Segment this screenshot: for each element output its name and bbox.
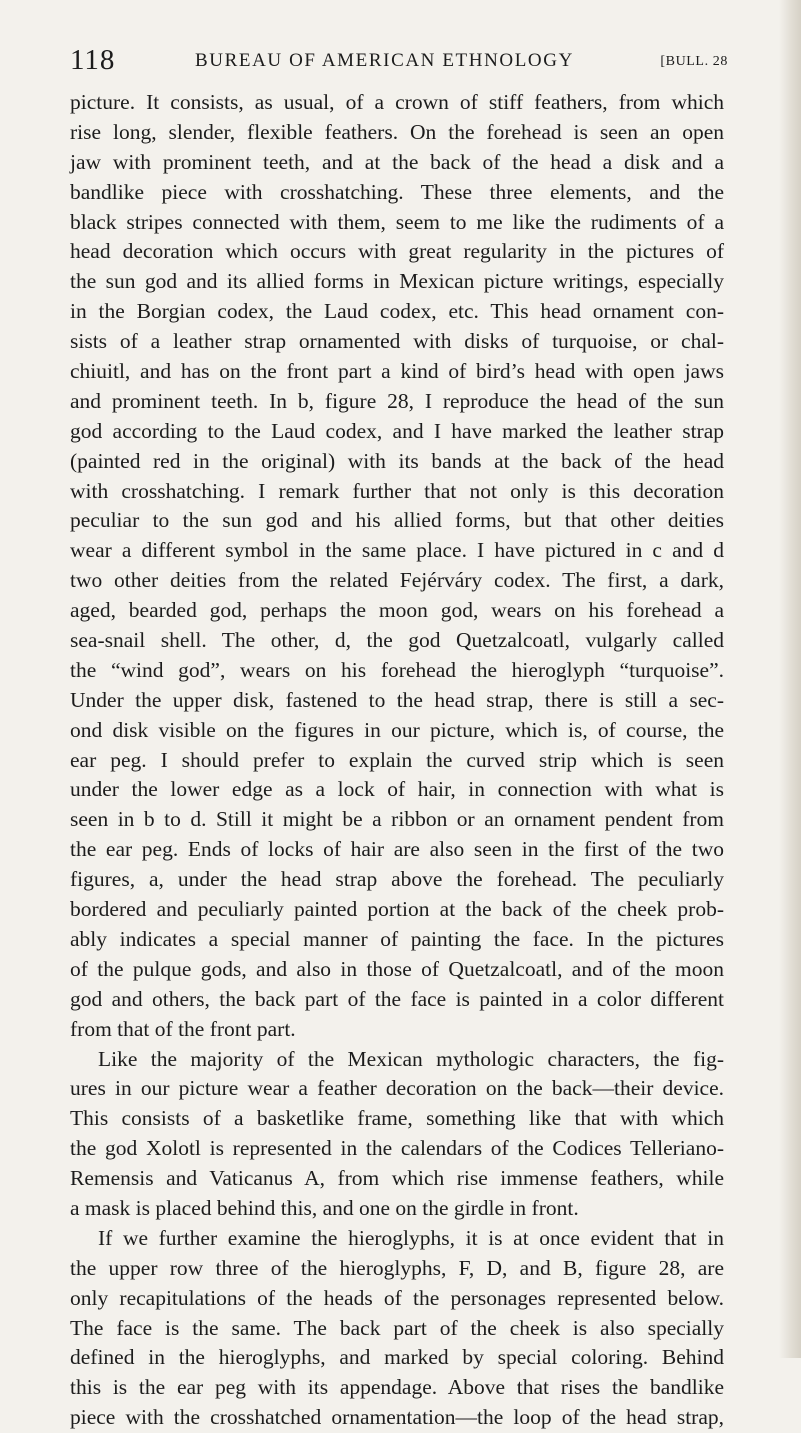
text-line: chiuitl, and has on the front part a kind of bird’s head with open jaws (70, 359, 724, 384)
text-line: black stripes connected with them, seem to me like the rudiments of a (70, 209, 724, 234)
text-line: god and others, the back part of the face is painted in a color different (70, 986, 724, 1011)
text-line: ear peg. I should prefer to explain the curved strip which is seen (70, 747, 724, 772)
text-line: Under the upper disk, fastened to the head strap, there is still a sec- (70, 687, 724, 712)
text-line: figures, a, under the head strap above the forehead. The peculiarly (70, 867, 724, 892)
text-line: under the lower edge as a lock of hair, in connection with what is (70, 777, 724, 802)
text-line: and prominent teeth. In b, figure 28, I reproduce the head of the sun (70, 388, 724, 413)
body-text (70, 88, 724, 1433)
text-line: ures in our picture wear a feather decoration on the back—their device. (70, 1076, 724, 1101)
text-line: If we further examine the hieroglyphs, it is at once evident that in (98, 1225, 724, 1250)
text-line: sists of a leather strap ornamented with disks of turquoise, or chal- (70, 329, 724, 354)
text-line: only recapitulations of the heads of the personages represented below. (70, 1285, 724, 1310)
text-line: two other deities from the related Fejérváry codex. The first, a dark, (70, 568, 724, 593)
text-line: of the pulque gods, and also in those of Quetzalcoatl, and of the moon (70, 956, 724, 981)
text-line: with crosshatching. I remark further that not only is this decoration (70, 478, 724, 503)
text-line: Remensis and Vaticanus A, from which rise immense feathers, while (70, 1166, 724, 1191)
page-header (70, 44, 728, 78)
text-line: aged, bearded god, perhaps the moon god, wears on his forehead a (70, 598, 724, 623)
text-line: bandlike piece with crosshatching. These three elements, and the (70, 179, 724, 204)
text-line: the god Xolotl is represented in the calendars of the Codices Telleriano- (70, 1136, 724, 1161)
text-line: god according to the Laud codex, and I have marked the leather strap (70, 418, 724, 443)
text-line: bordered and peculiarly painted portion at the back of the cheek prob- (70, 897, 724, 922)
text-line: defined in the hieroglyphs, and marked by special coloring. Behind (70, 1345, 724, 1370)
text-line: wear a different symbol in the same place. I have pictured in c and d (70, 538, 724, 563)
page-edge-shadow (779, 0, 801, 1358)
text-line: piece with the crosshatched ornamentation—the loop of the head strap, (70, 1405, 724, 1430)
text-line: rise long, slender, flexible feathers. On the forehead is seen an open (70, 119, 724, 144)
bulletin-number: [BULL. 28 (660, 54, 728, 69)
text-line: in the Borgian codex, the Laud codex, etc. This head ornament con- (70, 299, 724, 324)
text-line: jaw with prominent teeth, and at the back of the head a disk and a (70, 149, 724, 174)
page-number: 118 (70, 44, 116, 76)
running-head: BUREAU OF AMERICAN ETHNOLOGY (195, 50, 574, 71)
text-line: seen in b to d. Still it might be a ribbon or an ornament pendent from (70, 807, 724, 832)
text-line: a mask is placed behind this, and one on the girdle in front. (70, 1195, 579, 1220)
text-line: picture. It consists, as usual, of a crown of stiff feathers, from which (70, 90, 724, 114)
text-line: the upper row three of the hieroglyphs, F, D, and B, figure 28, are (70, 1255, 724, 1280)
text-line: peculiar to the sun god and his allied forms, but that other deities (70, 508, 724, 533)
text-line: from that of the front part. (70, 1016, 296, 1041)
text-line: ond disk visible on the figures in our picture, which is, of course, the (70, 717, 724, 742)
text-line: head decoration which occurs with great regularity in the pictures of (70, 239, 724, 264)
text-line: ably indicates a special manner of painting the face. In the pictures (70, 926, 724, 951)
text-line: The face is the same. The back part of the cheek is also specially (70, 1315, 724, 1340)
text-line: (painted red in the original) with its bands at the back of the head (70, 448, 724, 473)
text-line: the sun god and its allied forms in Mexican picture writings, especially (70, 269, 724, 294)
text-line: sea-snail shell. The other, d, the god Quetzalcoatl, vulgarly called (70, 628, 724, 653)
text-line: the ear peg. Ends of locks of hair are also seen in the first of the two (70, 837, 724, 862)
text-line: this is the ear peg with its appendage. Above that rises the bandlike (70, 1375, 724, 1400)
text-line: This consists of a basketlike frame, something like that with which (70, 1106, 724, 1131)
text-line: the “wind god”, wears on his forehead the hieroglyph “turquoise”. (70, 657, 724, 682)
text-line: Like the majority of the Mexican mythologic characters, the fig- (98, 1046, 724, 1071)
